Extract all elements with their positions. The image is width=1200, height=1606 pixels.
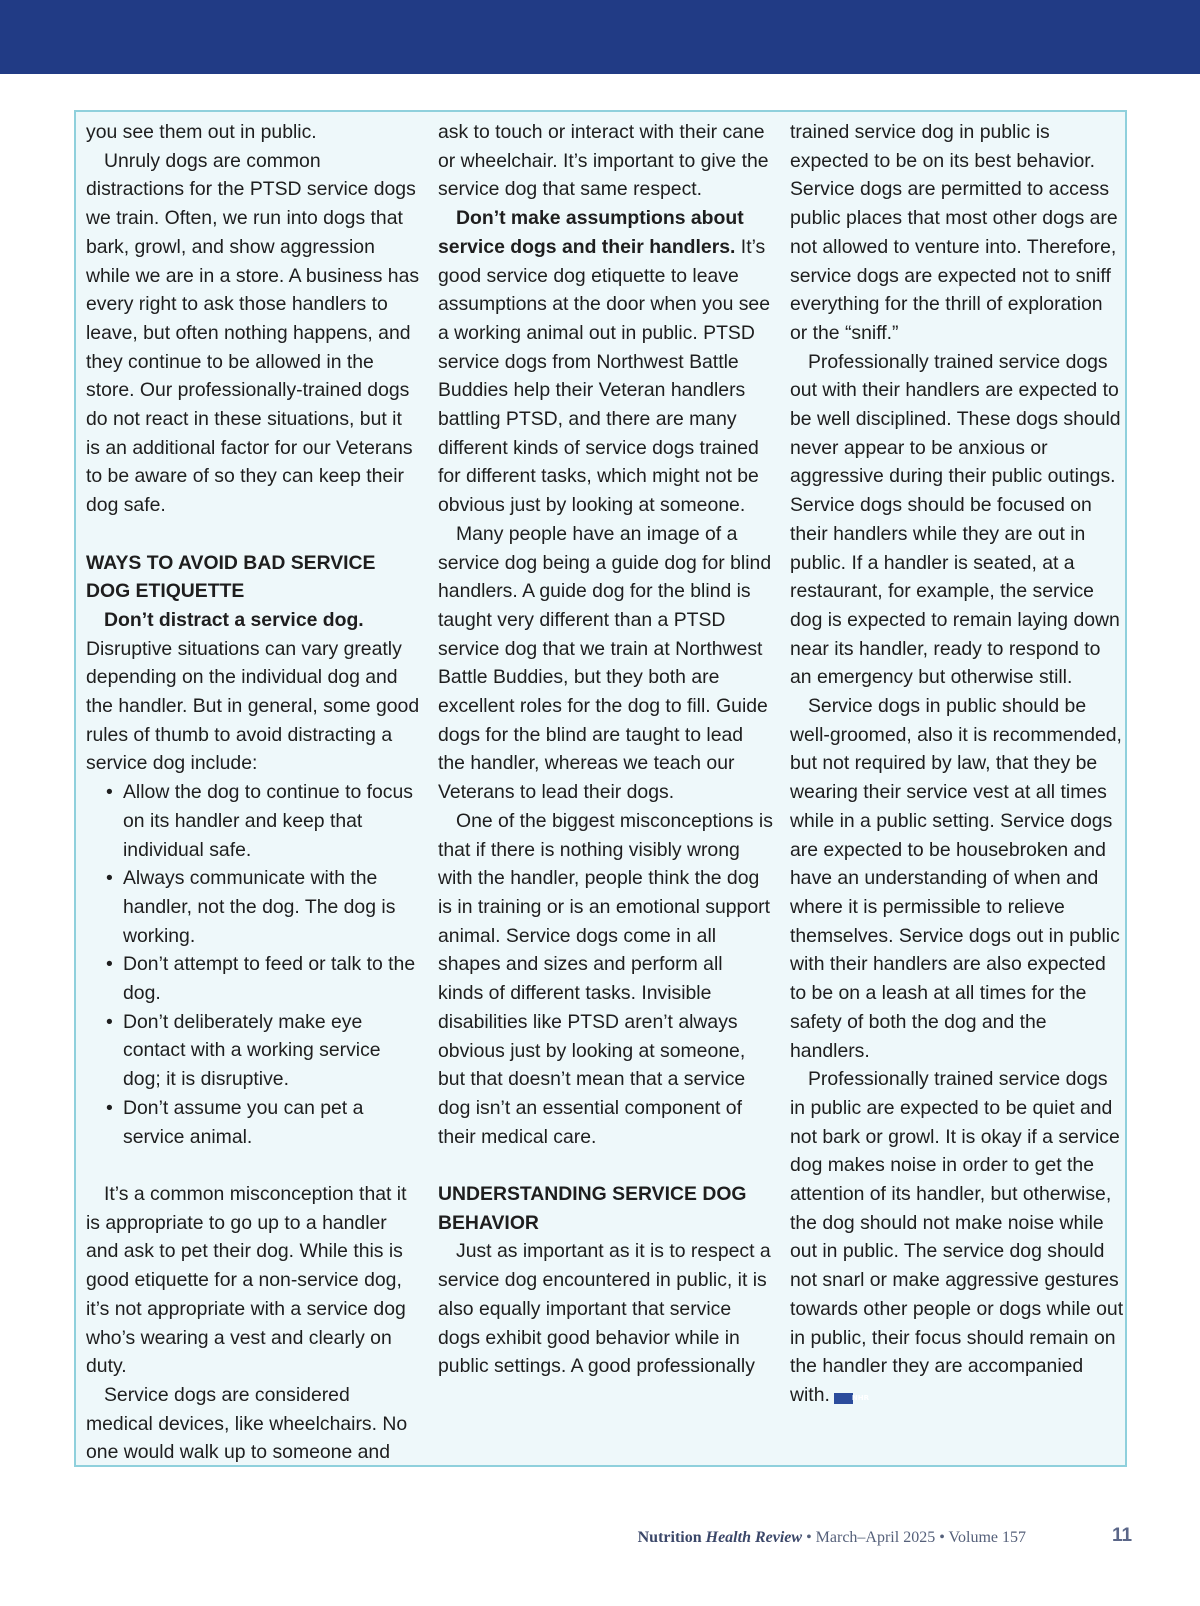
paragraph: you see them out in public. (86, 121, 317, 143)
publication-name-italic: Health Review (705, 1529, 803, 1546)
section-heading: UNDERSTANDING SERVICE DOG BEHAVIOR (438, 1183, 747, 1234)
page-number: 11 (1112, 1525, 1133, 1546)
footer-publication (638, 1529, 1026, 1547)
section-heading: WAYS TO AVOID BAD SERVICE DOG ETIQUETTE (86, 551, 376, 603)
article-column-1 (86, 118, 421, 1467)
list-item: • Don’t assume you can pet a service animal. (86, 1094, 421, 1151)
paragraph: Unruly dogs are common distractions for the PTSD service dogs we train. Often, we run into dogs that bark, growl, and show aggression while we are in a store. A business has every right to ask those handlers to leave, but often nothing happens, and they continue to be allowed in the store. Our professionally-trained dogs do not react in these situations, but it is an additional factor for our Veterans to be aware of so they can keep their dog safe. (86, 149, 420, 517)
article-box (74, 110, 1127, 1467)
list-item: • Always communicate with the handler, not the dog. The dog is working. (86, 864, 421, 950)
paragraph: Many people have an image of a service dog being a guide dog for blind handlers. A guide dog for the blind is taught very different than a PTSD service dog that we train at Northwest Battle Buddies, but they both are excellent roles for the dog to fill. Guide dogs for the blind are taught to lead the handler, whereas we teach our Veterans to lead their dogs. (438, 522, 772, 804)
paragraph: It’s a common misconception that it is appropriate to go up to a handler and ask to pet their dog. While this is good etiquette for a non-service dog, it’s not appropriate with a service dog who’s wearing a vest and clearly on duty. (86, 1182, 407, 1378)
paragraph: Service dogs in public should be well-groomed, also it is recommended, but not required by law, that they be wearing their service vest at all times while in a public setting. Service dogs are expected to be housebroken and have an understanding of when and where it is permissible to relieve themselves. Service dogs out in public with their handlers are also expected to be on a leash at all times for the safety of both the dog and the handlers. (790, 695, 1122, 1062)
subheading: Don’t distract a service dog. (104, 608, 364, 631)
paragraph (438, 204, 773, 520)
list-item: • Don’t deliberately make eye contact with a working service dog; it is disruptive. (86, 1008, 421, 1094)
article-column-3 (790, 118, 1125, 1410)
paragraph: One of the biggest misconceptions is that if there is nothing visibly wrong with the handler, people think the dog is in training or is an emotional support animal. Service dogs come in all shapes and sizes and perform all kinds of different tasks. Invisible disabilities like PTSD aren’t always obvious just by looking at someone, but that doesn’t mean that a service dog isn’t an essential component of their medical care. (438, 809, 773, 1148)
paragraph: Professionally trained service dogs out with their handlers are expected to be well disciplined. These dogs should never appear to be anxious or aggressive during their public outings. Service dogs should be focused on their handlers while they are out in public. If a handler is seated, at a restaurant, for example, the service dog is expected to remain laying down near its handler, ready to respond to an emergency but otherwise still. (790, 350, 1121, 689)
header-band (0, 0, 1200, 74)
paragraph-text: Professionally trained service dogs in public are expected to be quiet and not bark or growl. It is okay if a service dog makes noise in order to get the attention of its handler, but otherwise, the dog should not make noise while out in public. The service dog should not snarl or make aggressive gestures towards other people or dogs while out in public, their focus should remain on the handler they are accompanied with. (790, 1068, 1124, 1406)
paragraph: Service dogs are considered medical devices, like wheelchairs. No one would walk up to someone and (86, 1383, 408, 1464)
paragraph: trained service dog in public is expected to be on its best behavior. Service dogs are permitted to access public places that most other dogs are not allowed to venture into. Therefore, service dogs are expected not to sniff everything for the thrill of exploration or the “sniff.” (790, 121, 1118, 344)
tips-list (86, 778, 421, 1151)
list-item: • Don’t attempt to feed or talk to the dog. (86, 950, 421, 1007)
list-item: • Allow the dog to continue to focus on its handler and keep that individual safe. (86, 778, 421, 864)
paragraph: ask to touch or interact with their cane or wheelchair. It’s important to give the service dog that same respect. (438, 121, 769, 201)
article-column-2 (438, 118, 773, 1381)
lead-in-bold: Don’t make assumptions about service dogs and their handlers. (438, 207, 744, 258)
paragraph (790, 1065, 1125, 1409)
paragraph: Disruptive situations can vary greatly depending on the individual dog and the handler. But in general, some good rules of thumb to avoid distracting a service dog include: (86, 637, 420, 775)
lead-in-text: It’s good service dog etiquette to leave assumptions at the door when you see a working animal out in public. PTSD service dogs from Northwest Battle Buddies help their Veteran handlers battling PTSD, and there are many different kinds of service dogs trained for different tasks, which might not be obvious just by looking at someone. (438, 235, 770, 517)
publication-name: Nutrition (637, 1529, 702, 1546)
nhr-end-mark-icon: NHR (834, 1393, 853, 1404)
issue-info: • March–April 2025 • Volume 157 (802, 1529, 1026, 1546)
paragraph: Just as important as it is to respect a service dog encountered in public, it is also equally important that service dogs exhibit good behavior while in public settings. A good professionally (438, 1240, 771, 1378)
